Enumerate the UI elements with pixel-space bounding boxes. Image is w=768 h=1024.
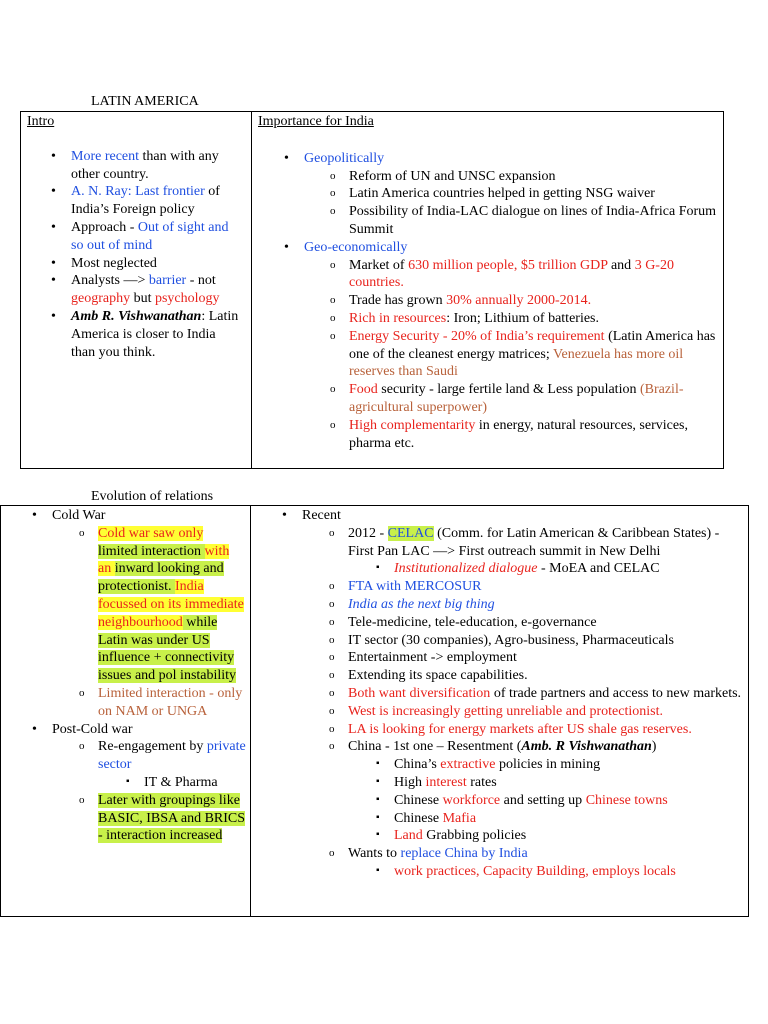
text-run: LA is looking for energy markets after US shale gas reserves. — [348, 721, 692, 737]
bullet-icon: • — [32, 508, 37, 523]
circle-bullet-icon: o — [330, 205, 336, 218]
importance-header: Importance for India — [258, 114, 374, 129]
text-run: High — [394, 774, 426, 790]
sub-list-item — [329, 578, 742, 596]
text-run: : Iron; Lithium of batteries. — [446, 310, 599, 326]
text-run: Trade has grown — [349, 293, 447, 309]
circle-bullet-icon: o — [329, 580, 335, 593]
square-bullet-icon: ▪ — [376, 562, 380, 574]
text-run: IT & Pharma — [144, 774, 218, 790]
item-text — [348, 722, 692, 737]
bullet-icon: • — [51, 219, 56, 235]
item-text — [394, 775, 497, 790]
sub-list-item — [329, 703, 742, 721]
item-text — [304, 240, 407, 255]
item-text — [52, 722, 133, 737]
intro-item — [51, 183, 243, 219]
circle-bullet-icon: o — [330, 311, 336, 324]
text-run: of trade partners and access to new markets. — [490, 685, 742, 701]
sub-list-item — [376, 756, 742, 774]
item-text — [71, 220, 228, 253]
item-text — [98, 686, 242, 719]
text-run: Limited interaction - only on NAM or UNGA — [98, 685, 243, 719]
item-text — [71, 273, 220, 306]
item-text — [71, 184, 220, 217]
item-text — [349, 382, 684, 415]
text-run: Extending its space capabilities. — [348, 668, 528, 684]
item-text — [349, 311, 599, 326]
text-run: Post-Cold war — [52, 721, 133, 737]
text-run: Chinese — [394, 810, 443, 826]
bullet-icon: • — [51, 184, 56, 200]
text-run: Out of sight and so out of mind — [71, 219, 229, 253]
text-run: Amb. R Vishwanathan — [521, 739, 652, 755]
evolution-right-cell — [251, 506, 749, 917]
item-text — [348, 739, 656, 754]
sub-list-item — [329, 738, 742, 756]
sub-list-item — [79, 792, 246, 845]
item-text — [98, 793, 245, 844]
circle-bullet-icon: o — [329, 633, 335, 646]
evolution-right-list — [251, 507, 748, 881]
bullet-icon: • — [51, 308, 56, 324]
item-text — [71, 256, 157, 271]
importance-list — [252, 150, 723, 453]
item-text — [348, 704, 663, 719]
circle-bullet-icon: o — [79, 793, 85, 806]
item-text — [394, 757, 600, 772]
text-run: CELAC — [387, 525, 434, 541]
intro-item — [51, 148, 243, 184]
text-run: Chinese — [394, 792, 443, 808]
item-text — [144, 775, 218, 790]
text-run: but — [130, 291, 155, 307]
text-run: workforce — [442, 792, 501, 808]
text-run: Energy Security - 20% of India’s requirement — [349, 328, 605, 344]
sub-list-item — [329, 614, 742, 632]
intro-list — [51, 148, 243, 362]
text-run: - MoEA and CELAC — [537, 561, 660, 577]
text-run: geography — [71, 291, 131, 307]
sub-list-item — [376, 560, 742, 578]
circle-bullet-icon: o — [330, 294, 336, 307]
circle-bullet-icon: o — [329, 847, 335, 860]
text-run: India as the next big thing — [348, 596, 495, 612]
list-item — [284, 239, 717, 257]
text-run: High complementarity — [349, 417, 476, 433]
text-run: interest — [425, 774, 467, 790]
square-bullet-icon: ▪ — [376, 811, 380, 823]
intro-item — [51, 255, 243, 273]
text-run: Later with groupings like BASIC, IBSA and BRICS - interaction increased — [98, 792, 246, 844]
circle-bullet-icon: o — [329, 740, 335, 753]
text-run: private sector — [98, 739, 246, 773]
bullet-icon: • — [51, 255, 56, 271]
importance-cell — [252, 112, 724, 469]
square-bullet-icon: ▪ — [376, 829, 380, 841]
text-run: Reform of UN and UNSC expansion — [349, 168, 556, 184]
circle-bullet-icon: o — [79, 686, 85, 699]
text-run: ) — [651, 739, 657, 755]
sub-list-item — [376, 827, 742, 845]
sub-list-item — [329, 632, 742, 650]
sub-list-item — [330, 381, 717, 417]
sub-list-item — [330, 310, 717, 328]
intro-item — [51, 219, 243, 255]
circle-bullet-icon: o — [329, 686, 335, 699]
item-text — [348, 597, 495, 612]
list-item — [282, 507, 742, 525]
text-run: of India’s Foreign policy — [71, 184, 220, 218]
text-run: while Latin was under US influence + connectivity issues and pol instability — [98, 614, 237, 684]
text-run: More recent — [71, 148, 140, 164]
text-run: and setting up — [500, 792, 586, 808]
item-text — [394, 793, 668, 808]
text-run: Geopolitically — [304, 150, 385, 166]
evolution-title: Evolution of relations — [91, 489, 214, 504]
item-text — [348, 650, 517, 665]
text-run: an — [98, 561, 115, 577]
item-text — [348, 526, 719, 559]
item-text — [52, 508, 105, 523]
sub-list-item — [329, 667, 742, 685]
item-text — [348, 668, 528, 683]
circle-bullet-icon: o — [329, 615, 335, 628]
evolution-left-list — [1, 507, 250, 845]
item-text — [348, 579, 481, 594]
text-run: psychology — [154, 291, 220, 307]
item-text — [348, 686, 741, 701]
item-text — [394, 828, 526, 843]
text-run: Cold war saw only — [98, 525, 204, 541]
text-run: Chinese towns — [585, 792, 668, 808]
text-run: Geo-economically — [304, 239, 408, 255]
text-run: - not — [186, 273, 216, 289]
item-text — [349, 329, 715, 380]
sub-list-item — [329, 525, 742, 561]
text-run: : Latin America is closer to India than you think. — [71, 308, 239, 360]
item-text — [348, 846, 528, 861]
circle-bullet-icon: o — [330, 187, 336, 200]
bullet-icon: • — [284, 239, 289, 255]
text-run: 630 million people, $5 trillion GDP — [408, 257, 608, 273]
circle-bullet-icon: o — [329, 597, 335, 610]
circle-bullet-icon: o — [330, 258, 336, 271]
bullet-icon: • — [51, 273, 56, 289]
sub-list-item — [330, 292, 717, 310]
bullet-icon: • — [284, 150, 289, 166]
sub-list-item — [79, 525, 246, 685]
item-text — [394, 811, 476, 826]
text-run: Re-engagement by — [98, 739, 207, 755]
text-run: (Brazil-agricultural superpower) — [349, 382, 684, 415]
text-run: Cold War — [52, 508, 106, 523]
text-run: Institutionalized dialogue — [394, 561, 538, 577]
text-run: FTA with MERCOSUR — [348, 579, 482, 595]
circle-bullet-icon: o — [79, 740, 85, 753]
sub-list-item — [329, 845, 742, 863]
latin-america-table — [20, 111, 724, 469]
text-run: Entertainment -> employment — [348, 650, 517, 666]
circle-bullet-icon: o — [329, 526, 335, 539]
sub-list-item — [330, 168, 717, 186]
text-run: (Comm. for Latin American & Caribbean States) - First Pan LAC —> First outreach summit in New Delhi — [348, 525, 720, 559]
list-item — [32, 507, 246, 525]
bullet-icon: • — [32, 721, 37, 737]
text-run: IT sector (30 companies), Agro-business, Pharmaceuticals — [348, 632, 674, 648]
sub-list-item — [126, 774, 246, 792]
text-run: West is increasingly getting unreliable and protectionist. — [348, 703, 663, 719]
circle-bullet-icon: o — [330, 383, 336, 396]
item-text — [349, 258, 674, 291]
item-text — [71, 309, 238, 360]
text-run: limited interaction — [98, 543, 205, 559]
circle-bullet-icon: o — [329, 704, 335, 717]
item-text — [349, 418, 688, 451]
text-run: (Latin America has one of the cleanest energy matrices; — [349, 328, 716, 362]
sub-list-item — [376, 810, 742, 828]
text-run: Most neglected — [71, 255, 157, 271]
intro-item — [51, 272, 243, 308]
text-run: Tele-medicine, tele-education, e-governance — [348, 614, 597, 630]
list-item — [284, 150, 717, 168]
circle-bullet-icon: o — [330, 329, 336, 342]
text-run: barrier — [148, 273, 187, 289]
text-run: Venezuela has more oil reserves than Saudi — [349, 346, 684, 380]
circle-bullet-icon: o — [79, 526, 85, 539]
sub-list-item — [329, 685, 742, 703]
intro-header: Intro — [27, 114, 55, 129]
text-run: Analysts —> — [71, 273, 149, 289]
circle-bullet-icon: o — [329, 669, 335, 682]
sub-list-item — [329, 596, 742, 614]
text-run: Rich in resources — [349, 310, 447, 326]
text-run: Market of — [349, 257, 409, 273]
text-run: 30% annually 2000-2014. — [446, 293, 592, 309]
sub-list-item — [329, 649, 742, 667]
item-text — [348, 615, 597, 630]
text-run: replace China by India — [400, 846, 528, 862]
square-bullet-icon: ▪ — [376, 793, 380, 805]
bullet-icon: • — [51, 148, 56, 164]
circle-bullet-icon: o — [329, 722, 335, 735]
text-run: extractive — [440, 757, 496, 773]
text-run: Latin America countries helped in getting NSG waiver — [349, 186, 655, 202]
sub-list-item — [376, 774, 742, 792]
text-run: Possibility of India-LAC dialogue on lines of India-Africa Forum Summit — [349, 204, 717, 237]
text-run: Both want diversification — [348, 685, 491, 701]
sub-list-item — [330, 257, 717, 293]
text-run: inward looking and protectionist. — [98, 561, 224, 595]
sub-list-item — [330, 203, 717, 239]
text-run: Mafia — [442, 810, 477, 826]
text-run: rates — [466, 774, 497, 790]
text-run: A. N. Ray: Last frontier — [71, 184, 205, 200]
text-run: Land — [394, 828, 423, 844]
text-run: and — [607, 257, 635, 273]
text-run: Approach - — [71, 219, 138, 235]
text-run: work practices, Capacity Building, employs locals — [394, 863, 676, 879]
square-bullet-icon: ▪ — [126, 775, 130, 787]
sub-list-item — [329, 721, 742, 739]
evolution-table — [0, 505, 749, 917]
list-item — [32, 721, 246, 739]
circle-bullet-icon: o — [330, 418, 336, 431]
text-run: China - 1st one – Resentment ( — [348, 739, 522, 755]
latin-america-title: LATIN AMERICA — [91, 94, 199, 109]
sub-list-item — [376, 792, 742, 810]
square-bullet-icon: ▪ — [376, 758, 380, 770]
item-text — [394, 561, 660, 576]
item-text — [394, 864, 676, 879]
evolution-left-cell — [1, 506, 251, 917]
text-run: security - large fertile land & Less population — [377, 382, 640, 398]
text-run: in energy, natural resources, services, pharma etc. — [349, 417, 688, 451]
intro-item — [51, 308, 243, 361]
item-text — [349, 204, 716, 237]
text-run: 3 G-20 countries. — [349, 257, 674, 291]
text-run: than with any other country. — [71, 148, 219, 182]
text-run: Food — [349, 382, 378, 398]
item-text — [302, 508, 341, 523]
text-run: Wants to — [348, 846, 401, 862]
sub-list-item — [330, 417, 717, 453]
item-text — [98, 526, 244, 683]
item-text — [304, 151, 384, 166]
item-text — [349, 186, 655, 201]
sub-list-item — [330, 328, 717, 381]
text-run: India focussed on its immediate neighbourhood — [98, 579, 244, 630]
sub-list-item — [376, 863, 742, 881]
square-bullet-icon: ▪ — [376, 775, 380, 787]
text-run: policies in mining — [495, 757, 601, 773]
sub-list-item — [79, 738, 246, 774]
item-text — [71, 149, 219, 182]
bullet-icon: • — [282, 508, 287, 523]
item-text — [349, 169, 555, 184]
circle-bullet-icon: o — [330, 169, 336, 182]
square-bullet-icon: ▪ — [376, 864, 380, 876]
text-run: with — [204, 543, 230, 559]
intro-cell — [21, 112, 252, 469]
item-text — [348, 633, 674, 648]
text-run: China’s — [394, 757, 441, 773]
text-run: Amb R. Vishwanathan — [71, 308, 202, 324]
sub-list-item — [330, 185, 717, 203]
circle-bullet-icon: o — [329, 651, 335, 664]
sub-list-item — [79, 685, 246, 721]
text-run: 2012 - — [348, 525, 388, 541]
item-text — [98, 739, 246, 772]
item-text — [349, 293, 591, 308]
text-run: Grabbing policies — [422, 828, 527, 844]
text-run: Recent — [302, 508, 341, 523]
